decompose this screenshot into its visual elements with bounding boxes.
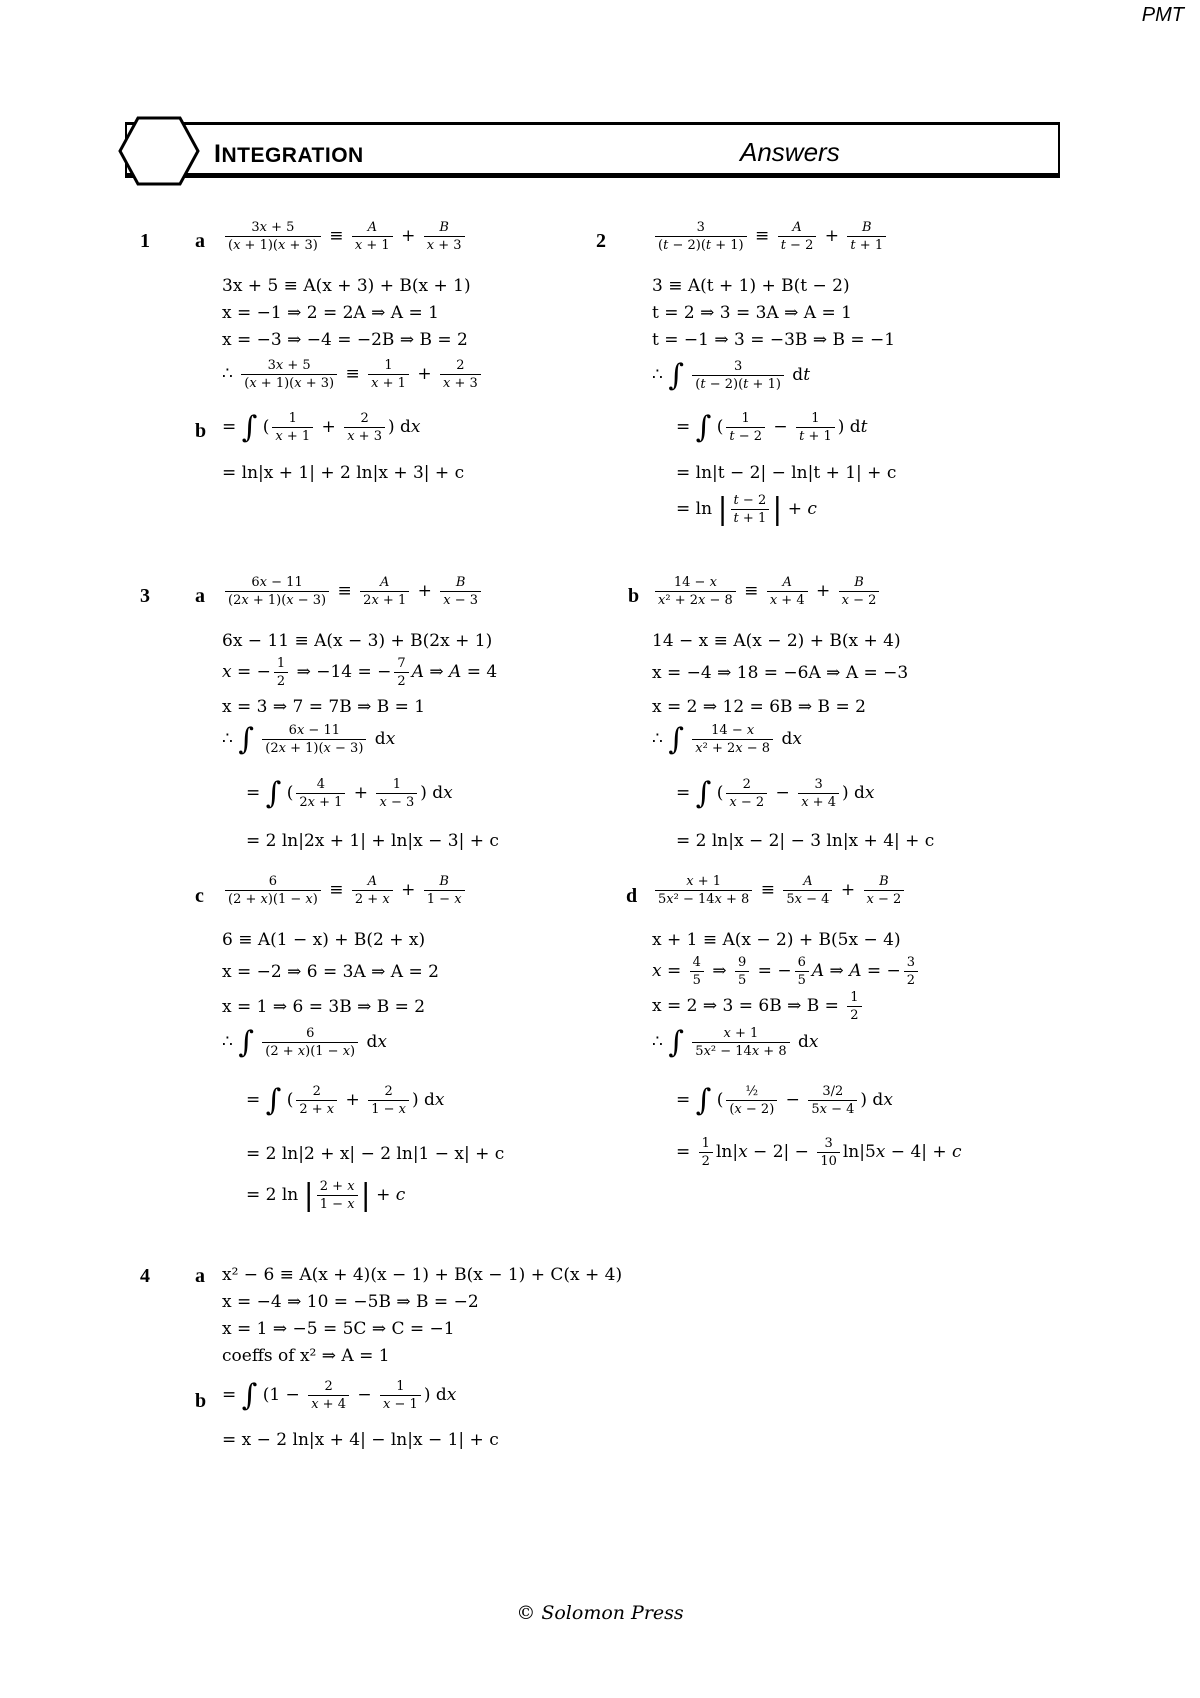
part-label: d [626, 885, 638, 907]
q3d-integral: = ∫ ( $\frac{\text{½}}{(x - 2)}$ − $\frac{3/2}{5x - 4}$ ) dx [676, 1083, 893, 1118]
question-number: 1 [140, 230, 150, 252]
part-label: b [195, 1390, 207, 1412]
q3c-sub-2: x = 1 ⇒ 6 = 3B ⇒ B = 2 [222, 997, 426, 1017]
q3c-integral-setup: ∴ ∫ $\frac{6}{(2 + x)(1 - x)}$ dx [222, 1025, 388, 1060]
q3a-integral: = ∫ ( $\frac{4}{2x + 1}$ + $\frac{1}{x - 3}$ ) dx [246, 776, 453, 811]
question-number: 3 [140, 585, 150, 607]
part-label: a [195, 1265, 205, 1287]
q4-coeffs: coeffs of x² ⇒ A = 1 [222, 1346, 390, 1366]
q2-answer-combined: = ln | $\frac{t - 2}{t + 1}$ | + c [676, 492, 817, 527]
q3a-answer: = 2 ln|2x + 1| + ln|x − 3| + c [246, 831, 499, 851]
page-tag: PMT [1141, 4, 1184, 26]
topic-title: INTEGRATION [214, 140, 364, 168]
q1-sub-1: x = −1 ⇒ 2 = 2A ⇒ A = 1 [222, 303, 439, 323]
q3a-sub-1: x = − $\frac{1}{2}$ ⇒ −14 = − $\frac{7}{2}$ A ⇒ A = 4 [222, 656, 498, 689]
q4-sub-2: x = 1 ⇒ −5 = 5C ⇒ C = −1 [222, 1319, 455, 1339]
q1-identity: 3x + 5 ≡ A(x + 3) + B(x + 1) [222, 276, 471, 296]
part-label: b [195, 420, 207, 442]
q3d-partial-fraction: $\frac{x + 1}{\text{5x² − 14x + 8}}$ ≡ $\frac{A}{5x - 4}$ + $\frac{B}{x - 2}$ [652, 874, 907, 907]
part-label: c [195, 885, 204, 907]
q3d-sub-2: x = 2 ⇒ 3 = 6B ⇒ B = $\frac{1}{2}$ [652, 990, 865, 1023]
q3c-answer: = 2 ln|2 + x| − 2 ln|1 − x| + c [246, 1144, 505, 1164]
footer-copyright: © Solomon Press [516, 1602, 684, 1624]
q3a-sub-2: x = 3 ⇒ 7 = 7B ⇒ B = 1 [222, 697, 426, 717]
q1-sub-2: x = −3 ⇒ −4 = −2B ⇒ B = 2 [222, 330, 468, 350]
q3b-partial-fraction: $\frac{14 - x}{\text{x² + 2x − 8}}$ ≡ $\frac{A}{x + 4}$ + $\frac{B}{x - 2}$ [652, 575, 882, 608]
q3b-identity: 14 − x ≡ A(x − 2) + B(x + 4) [652, 631, 901, 651]
q1-result: ∴ $\frac{3x + 5}{(x + 1)(x + 3)}$ ≡ $\frac{1}{x + 1}$ + $\frac{2}{x + 3}$ [222, 358, 484, 391]
q3a-partial-fraction: $\frac{6x - 11}{(2x + 1)(x - 3)}$ ≡ $\frac{A}{2x + 1}$ + $\frac{B}{x - 3}$ [222, 575, 484, 608]
q3c-partial-fraction: $\frac{6}{(2 + x)(1 - x)}$ ≡ $\frac{A}{2 + x}$ + $\frac{B}{1 - x}$ [222, 874, 468, 907]
q3a-identity: 6x − 11 ≡ A(x − 3) + B(2x + 1) [222, 631, 493, 651]
q4-identity: x² − 6 ≡ A(x + 4)(x − 1) + B(x − 1) + C(x + 4) [222, 1265, 623, 1285]
q2-identity: 3 ≡ A(t + 1) + B(t − 2) [652, 276, 850, 296]
q3d-integral-setup: ∴ ∫ $\frac{x + 1}{\text{5x² − 14x + 8}}$ dx [652, 1025, 819, 1060]
q3c-answer-combined: = 2 ln | $\frac{2 + x}{1 - x}$ | + c [246, 1178, 406, 1213]
q4-sub-1: x = −4 ⇒ 10 = −5B ⇒ B = −2 [222, 1292, 479, 1312]
q4-integral: = ∫ (1 − $\frac{2}{x + 4}$ − $\frac{1}{x - 1}$ ) dx [222, 1378, 457, 1413]
q4-answer: = x − 2 ln|x + 4| − ln|x − 1| + c [222, 1430, 499, 1450]
q2-sub-2: t = −1 ⇒ 3 = −3B ⇒ B = −1 [652, 330, 896, 350]
q3c-integral: = ∫ ( $\frac{2}{2 + x}$ + $\frac{2}{1 - x}$ ) dx [246, 1083, 445, 1118]
question-number: 2 [596, 230, 606, 252]
answers-label: Answers [740, 137, 840, 167]
q3b-answer: = 2 ln|x − 2| − 3 ln|x + 4| + c [676, 831, 935, 851]
q3b-sub-2: x = 2 ⇒ 12 = 6B ⇒ B = 2 [652, 697, 866, 717]
q2-partial-fraction: $\frac{3}{(t - 2)(t + 1)}$ ≡ $\frac{A}{t - 2}$ + $\frac{B}{t + 1}$ [652, 220, 889, 253]
q3b-integral: = ∫ ( $\frac{2}{x - 2}$ − $\frac{3}{x + 4}$ ) dx [676, 776, 875, 811]
part-label: a [195, 585, 205, 607]
q2-sub-1: t = 2 ⇒ 3 = 3A ⇒ A = 1 [652, 303, 852, 323]
q3c-identity: 6 ≡ A(1 − x) + B(2 + x) [222, 930, 426, 950]
q1-partial-fraction: $\frac{3x + 5}{(x + 1)(x + 3)}$ ≡ $\frac{A}{x + 1}$ + $\frac{B}{x + 3}$ [222, 220, 468, 253]
question-number: 4 [140, 1265, 150, 1287]
q3c-sub-1: x = −2 ⇒ 6 = 3A ⇒ A = 2 [222, 962, 439, 982]
hexagon-icon [118, 116, 200, 186]
q3d-sub-1: x = $\frac{4}{5}$ ⇒ $\frac{9}{5}$ = − $\frac{6}{5}$ A ⇒ A = − $\frac{3}{2}$ [652, 955, 921, 988]
q1-integral: = ∫ ( $\frac{1}{x + 1}$ + $\frac{2}{x + 3}$ ) dx [222, 410, 421, 445]
q1-answer: = ln|x + 1| + 2 ln|x + 3| + c [222, 463, 465, 483]
q3a-integral-setup: ∴ ∫ $\frac{6x - 11}{(2x + 1)(x - 3)}$ dx [222, 722, 396, 757]
q2-answer: = ln|t − 2| − ln|t + 1| + c [676, 463, 897, 483]
q3d-identity: x + 1 ≡ A(x − 2) + B(5x − 4) [652, 930, 901, 950]
part-label: b [628, 585, 640, 607]
q2-integral-setup: ∴ ∫ $\frac{3}{(t - 2)(t + 1)}$ dt [652, 358, 811, 393]
q3b-sub-1: x = −4 ⇒ 18 = −6A ⇒ A = −3 [652, 663, 909, 683]
q3d-answer: = $\frac{1}{2}$ ln|x − 2| − $\frac{3}{10}$ ln|5x − 4| + c [676, 1136, 962, 1169]
part-label: a [195, 230, 205, 252]
q2-integral: = ∫ ( $\frac{1}{t - 2}$ − $\frac{1}{t + 1}$ ) dt [676, 410, 868, 445]
q3b-integral-setup: ∴ ∫ $\frac{14 - x}{\text{x² + 2x − 8}}$ dx [652, 722, 802, 757]
